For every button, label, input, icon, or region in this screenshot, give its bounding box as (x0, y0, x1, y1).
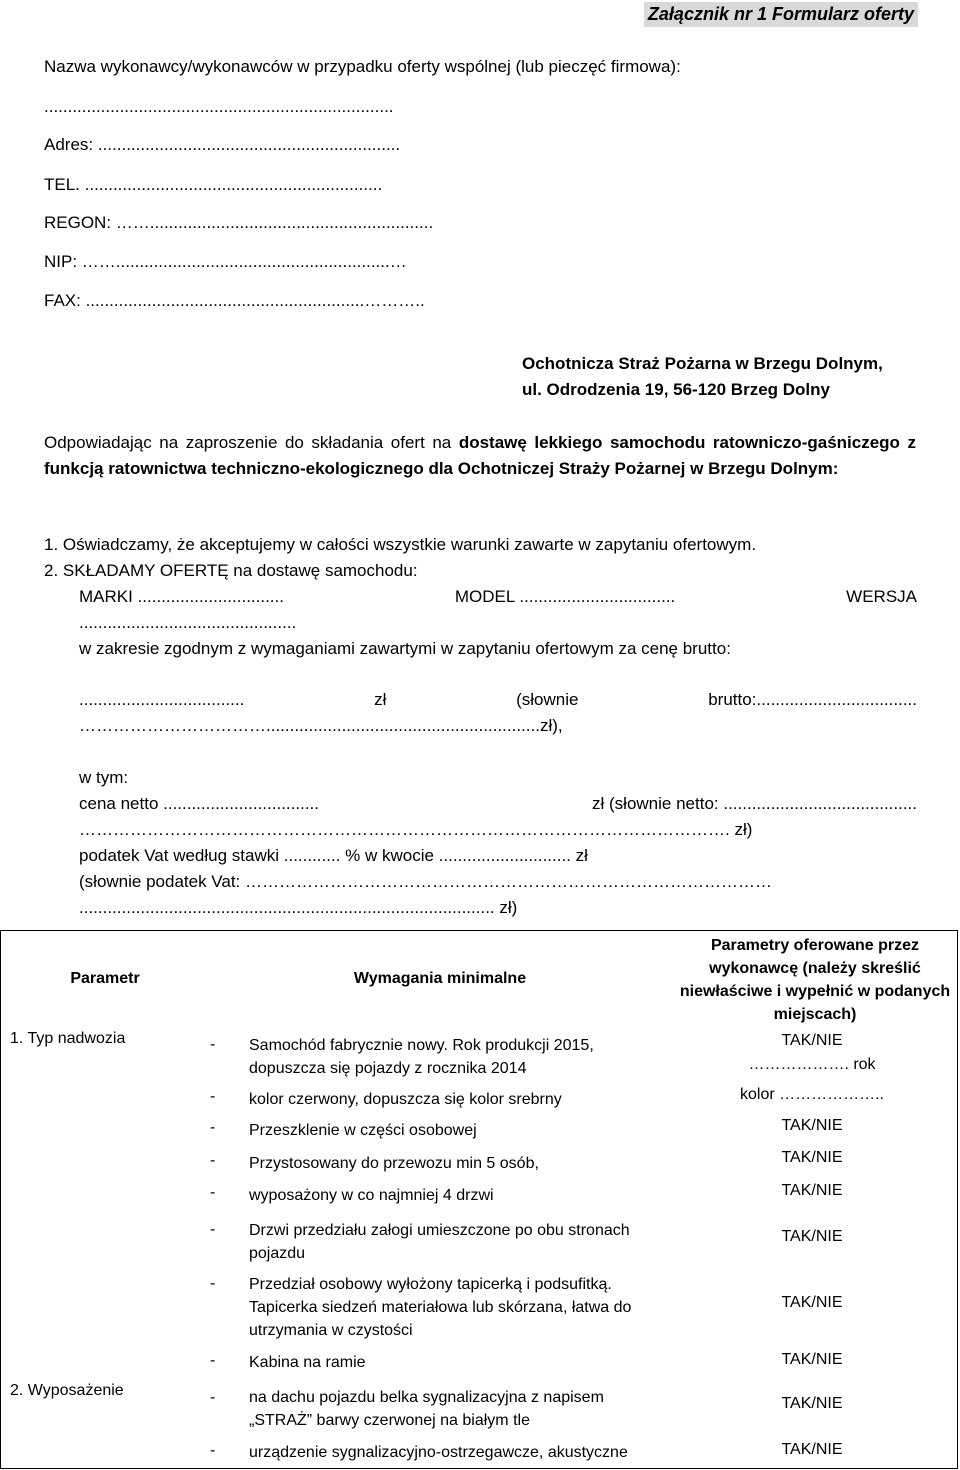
wersja-label: WERSJA (846, 587, 917, 606)
row-bullet: - (210, 1152, 216, 1169)
offered-value[interactable]: TAK/NIE (781, 1117, 843, 1134)
nip-field[interactable]: NIP: ……..........................................................… (44, 252, 407, 271)
requirement-text: na dachu pojazdu belka sygnalizacyjna z napisem „STRAŻ” barwy czerwonej na białym tle (249, 1389, 604, 1429)
brutto-amount-field[interactable]: ................................... (79, 690, 245, 709)
marki-field[interactable]: MARKI ............................... (79, 587, 284, 606)
row-bullet: - (210, 1389, 216, 1406)
phone-field[interactable]: TEL. ............................................................... (44, 175, 383, 194)
header-min-requirements: Wymagania minimalne (353, 970, 527, 987)
group-body-type: 1. Typ nadwozia (10, 1030, 126, 1047)
header-parameter: Parametr (70, 970, 140, 987)
row-bullet: - (210, 1275, 216, 1292)
contractor-name-label: Nazwa wykonawcy/wykonawców w przypadku oferty wspólnej (lub pieczęć firmowa): (44, 57, 681, 76)
brutto-words-label: (słownie (516, 690, 579, 709)
requirement-text: Przedział osobowy wyłożony tapicerką i podsufitką. Tapicerka siedzeń materiałowa lub skórzana, łatwa do utrzymania w czystości (249, 1276, 632, 1339)
offered-value[interactable]: TAK/NIE (781, 1149, 843, 1166)
row-bullet: - (210, 1442, 216, 1459)
header-offered-parameters: Parametry oferowane przez wykonawcę (należy skreślić niewłaściwe i wypełnić w podanych miejscach) (679, 937, 951, 1023)
row-bullet: - (210, 1119, 216, 1136)
offered-value[interactable]: TAK/NIE (781, 1228, 843, 1245)
contractor-name-line[interactable]: .......................................................................... (44, 97, 394, 116)
brutto-currency: zł (374, 690, 387, 709)
row-bullet: - (210, 1352, 216, 1369)
vehicle-identification-row (79, 587, 917, 607)
model-field[interactable]: MODEL ................................. (454, 587, 676, 606)
offered-value[interactable]: TAK/NIE (781, 1441, 843, 1458)
offered-value[interactable]: TAK/NIE (781, 1182, 843, 1199)
intro-subject: dostawę lekkiego samochodu ratowniczo-gaśniczego z funkcją ratownictwa techniczno-ekologicznego dla Ochotniczej Straży Pożarnej w Brzegu Dolnym: (44, 433, 916, 478)
offered-value[interactable]: TAK/NIE (781, 1395, 843, 1412)
netto-words-field[interactable]: zł (słownie netto: ......................................... (592, 794, 917, 813)
brutto-row (79, 690, 917, 710)
netto-amount-field[interactable]: cena netto ................................. (79, 794, 319, 813)
offered-year-field[interactable]: ………………. rok (748, 1056, 876, 1073)
row-bullet: - (210, 1036, 216, 1053)
row-bullet: - (210, 1221, 216, 1238)
vat-words-field[interactable]: (słownie podatek Vat: ………………………………………………………………………………… (79, 872, 772, 891)
row-bullet: - (210, 1184, 216, 1201)
address-field[interactable]: Adres: ................................................................ (44, 135, 401, 154)
intro-prefix: Odpowiadając na zaproszenie do składania ofert na (44, 433, 459, 452)
requirement-text: Kabina na ramie (249, 1354, 366, 1371)
recipient-line-1: Ochotnicza Straż Pożarna w Brzegu Dolnym, (522, 354, 883, 373)
requirement-text: Przystosowany do przewozu min 5 osób, (249, 1155, 539, 1172)
annex-title: Załącznik nr 1 Formularz oferty (644, 2, 918, 27)
group-equipment: 2. Wyposażenie (10, 1382, 124, 1399)
in-this-label: w tym: (79, 768, 129, 787)
requirement-text: Drzwi przedziału załogi umieszczone po obu stronach pojazdu (249, 1222, 630, 1262)
brutto-words-field[interactable]: brutto:.................................. (708, 690, 917, 709)
offered-value[interactable]: TAK/NIE (781, 1294, 843, 1311)
fax-field[interactable]: FAX: ...........................................................……….. (44, 291, 425, 310)
scope-text: w zakresie zgodnym z wymaganiami zawartymi w zapytaniu ofertowym za cenę brutto: (79, 639, 731, 658)
vat-row[interactable]: podatek Vat według stawki ............ % w kwocie ............................ zł (79, 846, 588, 865)
row-bullet: - (210, 1088, 216, 1105)
requirement-text: Przeszklenie w części osobowej (249, 1122, 477, 1139)
offered-value[interactable]: TAK/NIE (781, 1032, 843, 1049)
requirement-text: wyposażony w co najmniej 4 drzwi (249, 1187, 494, 1204)
wersja-field[interactable]: .............................................. (79, 613, 297, 632)
declaration-2: 2. SKŁADAMY OFERTĘ na dostawę samochodu: (44, 561, 418, 580)
requirement-text: Samochód fabrycznie nowy. Rok produkcji 2015, dopuszcza się pojazdy z rocznika 2014 (249, 1037, 594, 1077)
brutto-words-line-2[interactable]: ……………………………..........................................................zł), (79, 716, 563, 735)
netto-row (79, 794, 917, 814)
regon-field[interactable]: REGON: ……............................................................ (44, 213, 434, 232)
intro-paragraph (44, 430, 916, 482)
requirement-text: urządzenie sygnalizacyjno-ostrzegawcze, akustyczne (249, 1444, 628, 1461)
recipient-line-2: ul. Odrodzenia 19, 56-120 Brzeg Dolny (522, 380, 830, 399)
offered-value[interactable]: TAK/NIE (781, 1351, 843, 1368)
vat-words-end[interactable]: ........................................................................................ zł) (79, 898, 518, 917)
requirement-text: kolor czerwony, dopuszcza się kolor srebrny (249, 1091, 562, 1108)
declaration-1: 1. Oświadczamy, że akceptujemy w całości wszystkie warunki zawarte w zapytaniu ofertowym. (44, 535, 757, 554)
netto-words-line-2[interactable]: ……………………………………………………………………………………………………. zł) (79, 820, 753, 839)
offered-color-field[interactable]: kolor ……………….. (739, 1086, 884, 1103)
